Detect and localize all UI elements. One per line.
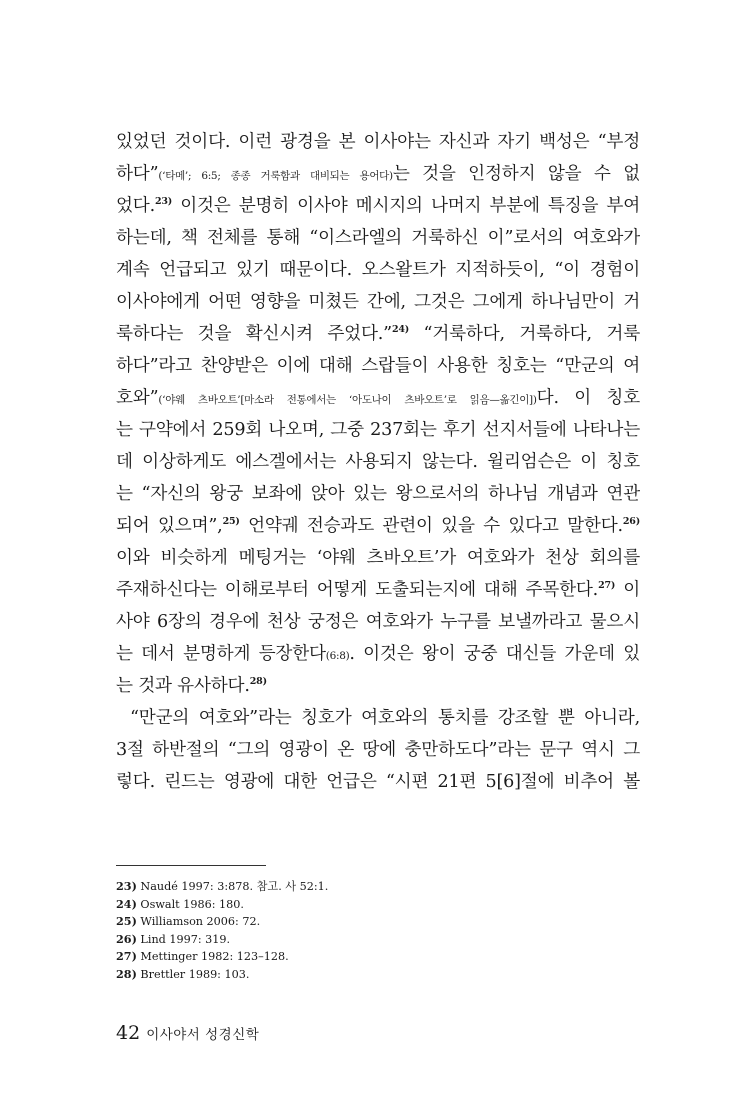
- text-line: [116, 190, 640, 222]
- footnote-text: Brettler 1989: 103.: [136, 967, 250, 981]
- text-run: 계속 언급되고 있기 때문이다. 오스왈트가 지적하듯이, “이 경험이: [116, 260, 640, 280]
- footnote-ref: 26): [622, 516, 640, 527]
- footnote: [116, 931, 516, 949]
- page-number: 42: [116, 1022, 141, 1044]
- text-line: [116, 158, 640, 190]
- text-run: 호와”: [116, 388, 159, 408]
- text-run: 는 데서 분명하게 등장한다: [116, 644, 326, 664]
- footnote-number: 23): [116, 879, 137, 893]
- footnote-ref: 24): [391, 324, 410, 335]
- footnote-ref: 25): [222, 516, 240, 527]
- text-run: 언약궤 전승과도 관련이 있을 수 있다고 말한다.: [239, 516, 623, 536]
- text-line: [116, 766, 640, 798]
- text-run: 주재하신다는 이해로부터 어떻게 도출되는지에 대해 주목한다.: [116, 580, 599, 600]
- text-line: [116, 638, 640, 670]
- text-line: [116, 350, 640, 382]
- text-run: 데 이상하게도 에스겔에서는 사용되지 않는다. 윌리엄슨은 이 칭호: [116, 452, 640, 472]
- footnote-divider: [116, 865, 266, 866]
- text-line: [116, 606, 640, 638]
- footnote: [116, 896, 516, 914]
- footnote-number: 27): [116, 949, 137, 964]
- text-run: 되어 있으며”,: [116, 516, 223, 536]
- text-run: 이와 비슷하게 메팅거는 ‘야웨 츠바오트’가 여호와가 천상 회의를: [116, 548, 640, 568]
- text-run: 있었던 것이다. 이런 광경을 본 이사야는 자신과 자기 백성은 “부정: [116, 132, 640, 152]
- text-line: [116, 222, 640, 254]
- text-run: 다. 이 칭호: [536, 388, 640, 408]
- text-run: 3절 하반절의 “그의 영광이 온 땅에 충만하도다”라는 문구 역시 그: [116, 740, 640, 760]
- text-line: [116, 414, 640, 446]
- text-run: 룩하다는 것을 확신시켜 주었다.”: [116, 324, 392, 344]
- text-run: 는 구약에서 259회 나오며, 그중 237회는 후기 선지서들에 나타나는: [116, 420, 640, 440]
- page-footer: [116, 1022, 259, 1044]
- text-run: 었다.: [116, 196, 155, 216]
- text-line: [116, 478, 640, 510]
- text-line: [116, 446, 640, 478]
- text-run: “만군의 여호와”라는 칭호가 여호와의 통치를 강조할 뿐 아니라,: [130, 708, 640, 728]
- text-line: [116, 382, 640, 414]
- footnote-ref: 23): [154, 196, 173, 207]
- footnote-text: Mettinger 1982: 123–128.: [136, 950, 289, 964]
- footnote-ref: 28): [249, 676, 267, 687]
- footnote: [116, 878, 516, 896]
- text-line: [116, 574, 640, 606]
- inline-gloss: (‘타메’; 6:5; 종종 거룩함과 대비되는 용어다): [158, 170, 393, 182]
- inline-gloss: (6:8): [325, 650, 350, 662]
- text-line: [116, 542, 640, 574]
- footnote-text: Naudé 1997: 3:878. 참고. 사 52:1.: [136, 880, 329, 893]
- footnote-number: 24): [116, 896, 137, 911]
- footnote-list: [116, 878, 516, 984]
- text-run: . 이것은 왕이 궁중 대신들 가운데 있: [349, 644, 640, 664]
- footnote-number: 26): [116, 931, 137, 946]
- text-run: 렇다. 린드는 영광에 대한 언급은 “시편 21편 5[6]절에 비추어 볼: [116, 772, 640, 792]
- main-text: [116, 126, 640, 798]
- text-run: 사야 6장의 경우에 천상 궁정은 여호와가 누구를 보낼까라고 물으시: [116, 612, 640, 632]
- footnote: [116, 913, 516, 931]
- text-run: 이것은 분명히 이사야 메시지의 나머지 부분에 특징을 부여: [172, 196, 640, 216]
- footnote: [116, 966, 516, 984]
- text-line: [116, 510, 640, 542]
- text-run: 는 것을 인정하지 않을 수 없: [392, 164, 640, 184]
- text-run: 는 것과 유사하다.: [116, 676, 250, 696]
- footnote-text: Oswalt 1986: 180.: [136, 897, 244, 911]
- text-run: 는 “자신의 왕궁 보좌에 앉아 있는 왕으로서의 하나님 개념과 연관: [116, 484, 640, 504]
- text-run: 이: [615, 580, 640, 600]
- text-run: 하다”: [116, 164, 159, 184]
- inline-gloss: (‘야웨 츠바오트’[마소라 전통에서는 ‘아도나이 츠바오트’로 읽음—옮긴이]): [158, 394, 537, 406]
- text-line: [116, 254, 640, 286]
- text-run: 하다”라고 찬양받은 이에 대해 스랍들이 사용한 칭호는 “만군의 여: [116, 356, 640, 376]
- footnote-text: Lind 1997: 319.: [136, 932, 231, 946]
- text-run: 하는데, 책 전체를 통해 “이스라엘의 거룩하신 이”로서의 여호와가: [116, 228, 640, 248]
- text-line: [116, 670, 640, 702]
- footnote-ref: 27): [598, 580, 616, 591]
- text-line: [116, 734, 640, 766]
- footnote-text: Williamson 2006: 72.: [136, 915, 261, 929]
- text-line: [116, 702, 640, 734]
- text-line: [116, 286, 640, 318]
- text-run: 이사야에게 어떤 영향을 미쳤든 간에, 그것은 그에게 하나님만이 거: [116, 292, 640, 312]
- footnote-number: 28): [116, 966, 137, 981]
- running-title: 이사야서 성경신학: [146, 1027, 260, 1043]
- text-line: [116, 126, 640, 158]
- text-run: “거룩하다, 거룩하다, 거룩: [409, 324, 640, 344]
- text-line: [116, 318, 640, 350]
- footnote-number: 25): [116, 914, 137, 929]
- footnote: [116, 948, 516, 966]
